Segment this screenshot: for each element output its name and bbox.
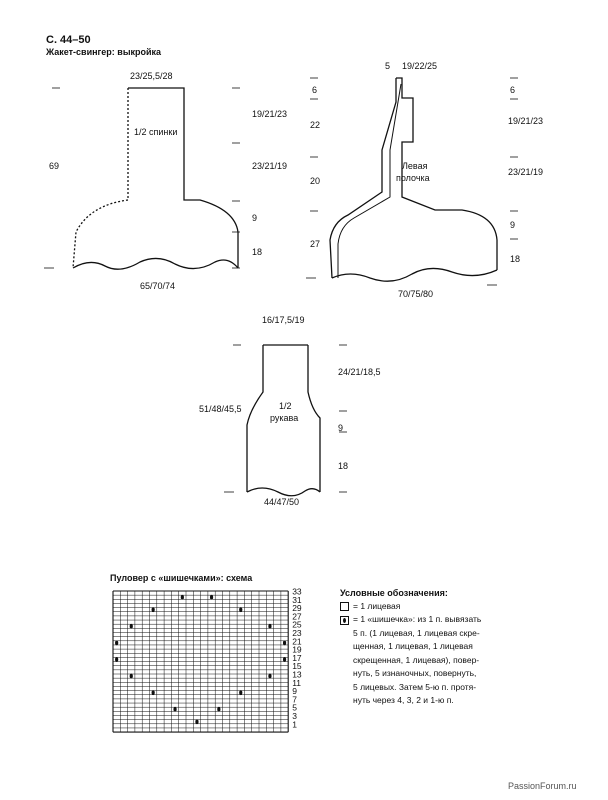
bobble-mark bbox=[239, 607, 242, 612]
watermark: PassionForum.ru bbox=[508, 781, 577, 791]
bobble-mark bbox=[283, 640, 286, 645]
chart-grid bbox=[113, 591, 288, 732]
bobble-mark bbox=[239, 690, 242, 695]
back-dim-body: 23/21/19 bbox=[252, 161, 288, 171]
front-label-line1: Левая bbox=[402, 161, 428, 171]
row-number: 23 bbox=[292, 628, 302, 638]
bobble-mark bbox=[217, 707, 220, 712]
row-number: 25 bbox=[292, 619, 302, 630]
back-dim-hem: 18 bbox=[252, 247, 263, 257]
row-number: 9 bbox=[292, 686, 297, 697]
sleeve-label-line1: 1/2 bbox=[279, 401, 292, 411]
sleeve-right-9: 9 bbox=[338, 423, 344, 433]
bobble-mark bbox=[181, 595, 184, 600]
front-top-width: 19/22/25 bbox=[402, 61, 438, 71]
front-right-18: 18 bbox=[510, 254, 521, 264]
chart-row-numbers bbox=[292, 587, 302, 730]
bobble-mark bbox=[115, 640, 118, 645]
front-right-armhole: 19/21/23 bbox=[508, 116, 544, 126]
front-left-6: 6 bbox=[312, 85, 318, 95]
chart-title: Пуловер с «шишечками»: схема bbox=[110, 573, 253, 583]
bobble-mark bbox=[268, 674, 271, 679]
row-number: 15 bbox=[292, 661, 302, 672]
front-left-20: 20 bbox=[310, 176, 321, 186]
row-number: 5 bbox=[292, 702, 297, 713]
row-number: 1 bbox=[292, 719, 297, 730]
back-total-height: 69 bbox=[49, 161, 60, 171]
row-number: 19 bbox=[292, 644, 302, 655]
legend-item-knit: = 1 лицевая bbox=[353, 601, 401, 611]
sleeve-right-18: 18 bbox=[338, 461, 349, 471]
legend-title: Условные обозначения: bbox=[340, 588, 448, 598]
row-number: 7 bbox=[292, 694, 297, 705]
row-number: 29 bbox=[292, 603, 302, 614]
bobble-mark bbox=[152, 607, 155, 612]
legend-item-bobble bbox=[353, 613, 481, 708]
back-top-width: 23/25,5/28 bbox=[130, 71, 173, 81]
bobble-symbol bbox=[340, 616, 349, 625]
legend-bobble-line: скрещенная, 1 лицевая), повер- bbox=[353, 654, 480, 665]
bobble-mark bbox=[152, 690, 155, 695]
page-reference: С. 44–50 bbox=[46, 34, 91, 46]
back-dim-armhole: 19/21/23 bbox=[252, 109, 288, 119]
row-number: 11 bbox=[292, 677, 302, 688]
row-number: 27 bbox=[292, 611, 302, 622]
front-label-line2: полочка bbox=[396, 173, 430, 183]
bobble-mark bbox=[195, 719, 198, 724]
row-number: 21 bbox=[292, 636, 302, 647]
bobble-mark bbox=[115, 657, 118, 662]
sleeve-right-upper: 24/21/18,5 bbox=[338, 367, 381, 377]
front-left-27: 27 bbox=[310, 239, 321, 249]
front-top-small: 5 bbox=[385, 61, 391, 71]
legend-bobble-line: нуть через 4, 3, 2 и 1-ю п. bbox=[353, 695, 454, 705]
legend-bobble-line: = 1 «шишечка»: из 1 п. вывязать bbox=[353, 614, 482, 624]
pattern-subtitle: Жакет-свингер: выкройка bbox=[46, 47, 162, 57]
sleeve-top-width: 16/17,5/19 bbox=[262, 315, 305, 325]
row-number: 31 bbox=[292, 594, 302, 605]
legend-bobble-line: нуть, 5 изнаночных, повернуть, bbox=[353, 668, 477, 678]
back-piece-label: 1/2 спинки bbox=[134, 127, 178, 137]
legend-bobble-line: 5 лицевых. Затем 5-ю п. протя- bbox=[353, 681, 477, 692]
front-bottom-width: 70/75/80 bbox=[398, 289, 434, 299]
bobble-mark bbox=[210, 595, 213, 600]
back-bottom-width: 65/70/74 bbox=[140, 281, 176, 291]
row-number: 13 bbox=[292, 669, 302, 680]
front-left-22: 22 bbox=[310, 120, 321, 130]
row-number: 33 bbox=[292, 586, 302, 597]
bobble-mark bbox=[173, 707, 176, 712]
bobble-mark bbox=[268, 624, 271, 629]
row-number: 17 bbox=[292, 652, 302, 663]
row-number: 3 bbox=[292, 711, 297, 721]
legend-bobble-line: 5 п. (1 лицевая, 1 лицевая скре- bbox=[353, 627, 480, 638]
sleeve-label-line2: рукава bbox=[270, 413, 299, 423]
bobble-mark bbox=[130, 624, 133, 629]
back-dim-flare: 9 bbox=[252, 213, 258, 223]
bobble-mark bbox=[130, 674, 133, 679]
sleeve-bottom-width: 44/47/50 bbox=[264, 497, 300, 507]
front-right-9: 9 bbox=[510, 220, 516, 230]
bobble-mark bbox=[283, 657, 286, 662]
front-right-body: 23/21/19 bbox=[508, 167, 544, 177]
front-right-6: 6 bbox=[510, 85, 516, 95]
knit-stitch-symbol bbox=[340, 602, 349, 611]
sleeve-left-height: 51/48/45,5 bbox=[199, 404, 242, 414]
legend-bobble-line: щенная, 1 лицевая, 1 лицевая bbox=[353, 641, 473, 651]
